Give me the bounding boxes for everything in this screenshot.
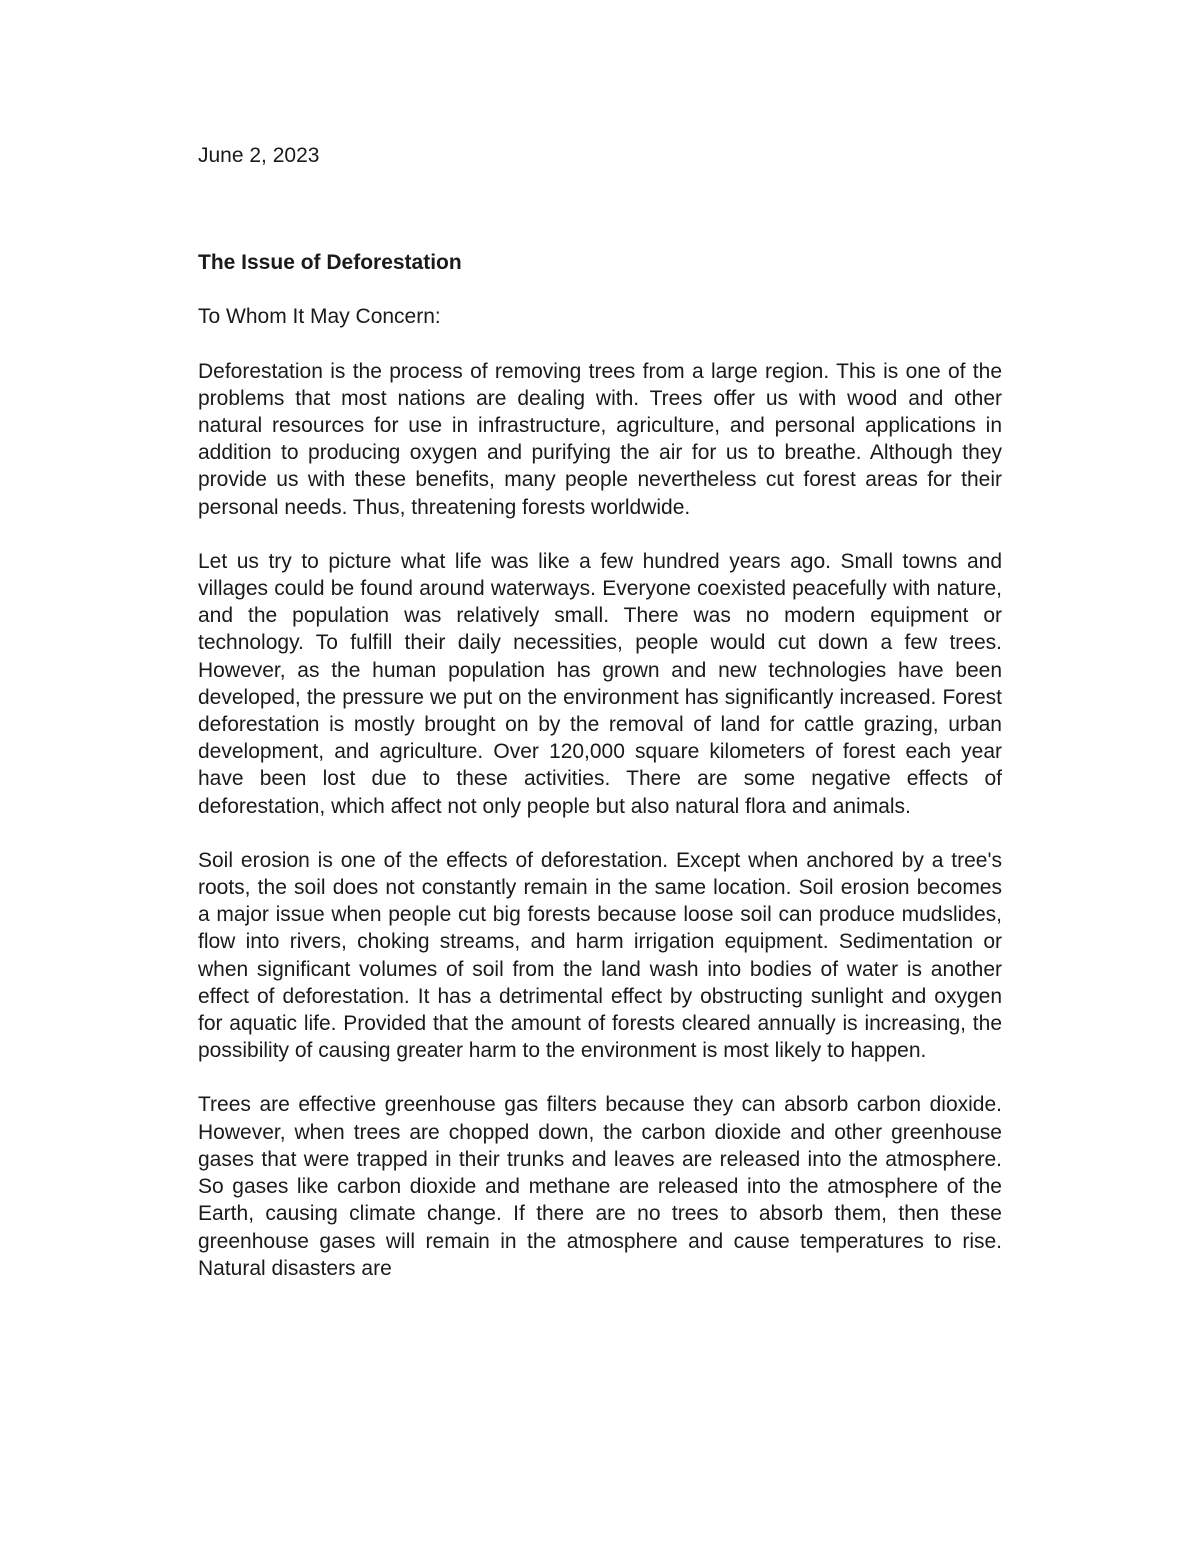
paragraph-greenhouse-gases: Trees are effective greenhouse gas filters because they can absorb carbon dioxide. However, when trees are chopped down, the carbon dioxide and other greenhouse gases that were trapped in their trunks and leaves are released into the atmosphere. So gases like carbon dioxide and methane are released into the atmosphere of the Earth, causing climate change. If there are no trees to absorb them, then these greenhouse gases will remain in the atmosphere and cause temperatures to rise. Natural disasters are xyxy=(198,1093,1002,1280)
paragraph-soil-erosion: Soil erosion is one of the effects of deforestation. Except when anchored by a tree's roots, the soil does not constantly remain in the same location. Soil erosion becomes a major issue when people cut big forests because loose soil can produce mudslides, flow into rivers, choking streams, and harm irrigation equipment. Sedimentation or when significant volumes of soil from the land wash into bodies of water is another effect of deforestation. It has a detrimental effect by obstructing sunlight and oxygen for aquatic life. Provided that the amount of forests cleared annually is increasing, the possibility of causing greater harm to the environment is most likely to happen. xyxy=(198,848,1002,1063)
letter-salutation: To Whom It May Concern: xyxy=(198,305,441,329)
letter-body xyxy=(198,142,1002,1282)
letter-title: The Issue of Deforestation xyxy=(198,251,462,275)
paragraph-history: Let us try to picture what life was like a few hundred years ago. Small towns and villages could be found around waterways. Everyone coexisted peacefully with nature, and the population was relatively small. There was no modern equipment or technology. To fulfill their daily necessities, people would cut down a few trees. However, as the human population has grown and new technologies have been developed, the pressure we put on the environment has significantly increased. Forest deforestation is mostly brought on by the removal of land for cattle grazing, urban development, and agriculture. Over 120,000 square kilometers of forest each year have been lost due to these activities. There are some negative effects of deforestation, which affect not only people but also natural flora and animals. xyxy=(198,549,1002,818)
paragraph-intro: Deforestation is the process of removing trees from a large region. This is one of the problems that most nations are dealing with. Trees offer us with wood and other natural resources for use in infrastructure, agriculture, and personal applications in addition to producing oxygen and purifying the air for us to breathe. Although they provide us with these benefits, many people nevertheless cut forest areas for their personal needs. Thus, threatening forests worldwide. xyxy=(198,359,1002,519)
letter-date: June 2, 2023 xyxy=(198,144,320,167)
